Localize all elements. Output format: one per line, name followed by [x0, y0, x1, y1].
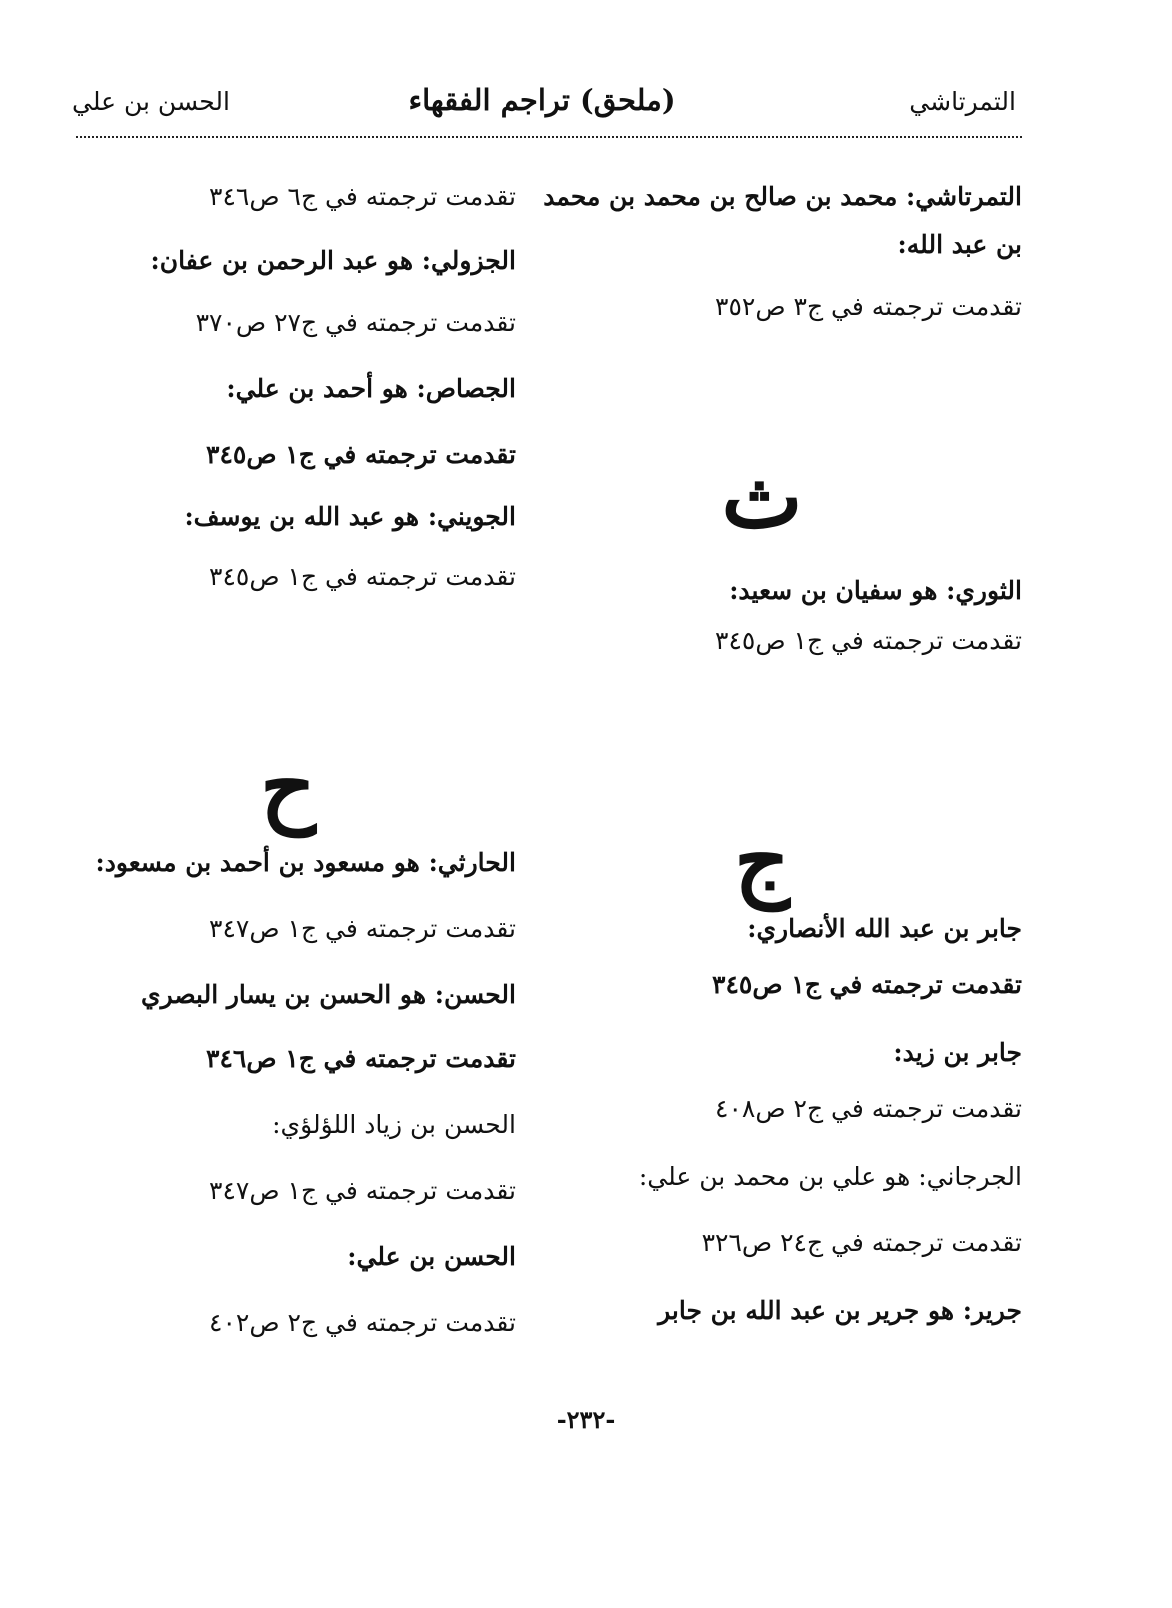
entry-reference: تقدمت ترجمته في ج١ ص٣٤٧	[209, 914, 516, 943]
entry-reference: تقدمت ترجمته في ج٢ ص٤٠٨	[715, 1094, 1022, 1123]
section-letter: ث	[721, 447, 803, 548]
entry-reference: تقدمت ترجمته في ج١ ص٣٤٧	[209, 1176, 516, 1205]
entry-title: الحسن بن زياد اللؤلؤي:	[272, 1110, 516, 1139]
entry-reference: تقدمت ترجمته في ج٢٤ ص٣٢٦	[701, 1228, 1022, 1257]
entry-reference: تقدمت ترجمته في ج٢ ص٤٠٢	[209, 1308, 516, 1337]
entry-reference: تقدمت ترجمته في ج٦ ص٣٤٦	[209, 182, 516, 211]
header-right-term: التمرتاشي	[909, 87, 1016, 116]
entry-reference: تقدمت ترجمته في ج٣ ص٣٥٢	[715, 292, 1022, 321]
page-number: -٢٣٢-	[556, 1405, 616, 1434]
entry-title: الحسن: هو الحسن بن يسار البصري	[141, 980, 516, 1009]
entry-reference: تقدمت ترجمته في ج١ ص٣٤٥	[209, 562, 516, 591]
entry-title: جابر بن عبد الله الأنصاري:	[747, 914, 1022, 943]
entry-title: الثوري: هو سفيان بن سعيد:	[729, 576, 1022, 605]
entry-title: الحسن بن علي:	[347, 1242, 516, 1271]
right-column	[543, 0, 1022, 1608]
entry-reference: تقدمت ترجمته في ج١ ص٣٤٦	[206, 1044, 516, 1073]
entry-reference: تقدمت ترجمته في ج١ ص٣٤٥	[715, 626, 1022, 655]
entry-title: الجزولي: هو عبد الرحمن بن عفان:	[150, 246, 516, 275]
entry-reference: تقدمت ترجمته في ج١ ص٣٤٥	[712, 970, 1022, 999]
section-letter: ح	[260, 736, 316, 837]
header-left-term: الحسن بن علي	[72, 87, 230, 116]
entry-title-continuation: بن عبد الله:	[897, 230, 1022, 259]
entry-reference: تقدمت ترجمته في ج١ ص٣٤٥	[206, 440, 516, 469]
entry-title: الجصاص: هو أحمد بن علي:	[226, 374, 516, 403]
entry-title: التمرتاشي: محمد بن صالح بن محمد بن محمد	[543, 182, 1022, 211]
section-letter: ج	[734, 810, 790, 911]
entry-title: الحارثي: هو مسعود بن أحمد بن مسعود:	[95, 848, 516, 877]
entry-title: جابر بن زيد:	[893, 1038, 1022, 1067]
left-column	[56, 0, 516, 1608]
entry-reference: تقدمت ترجمته في ج٢٧ ص٣٧٠	[195, 308, 516, 337]
entry-title: جرير: هو جرير بن عبد الله بن جابر	[658, 1296, 1022, 1325]
entry-title: الجويني: هو عبد الله بن يوسف:	[184, 502, 516, 531]
entry-title: الجرجاني: هو علي بن محمد بن علي:	[638, 1162, 1022, 1191]
header-title: (ملحق) تراجم الفقهاء	[408, 83, 676, 117]
